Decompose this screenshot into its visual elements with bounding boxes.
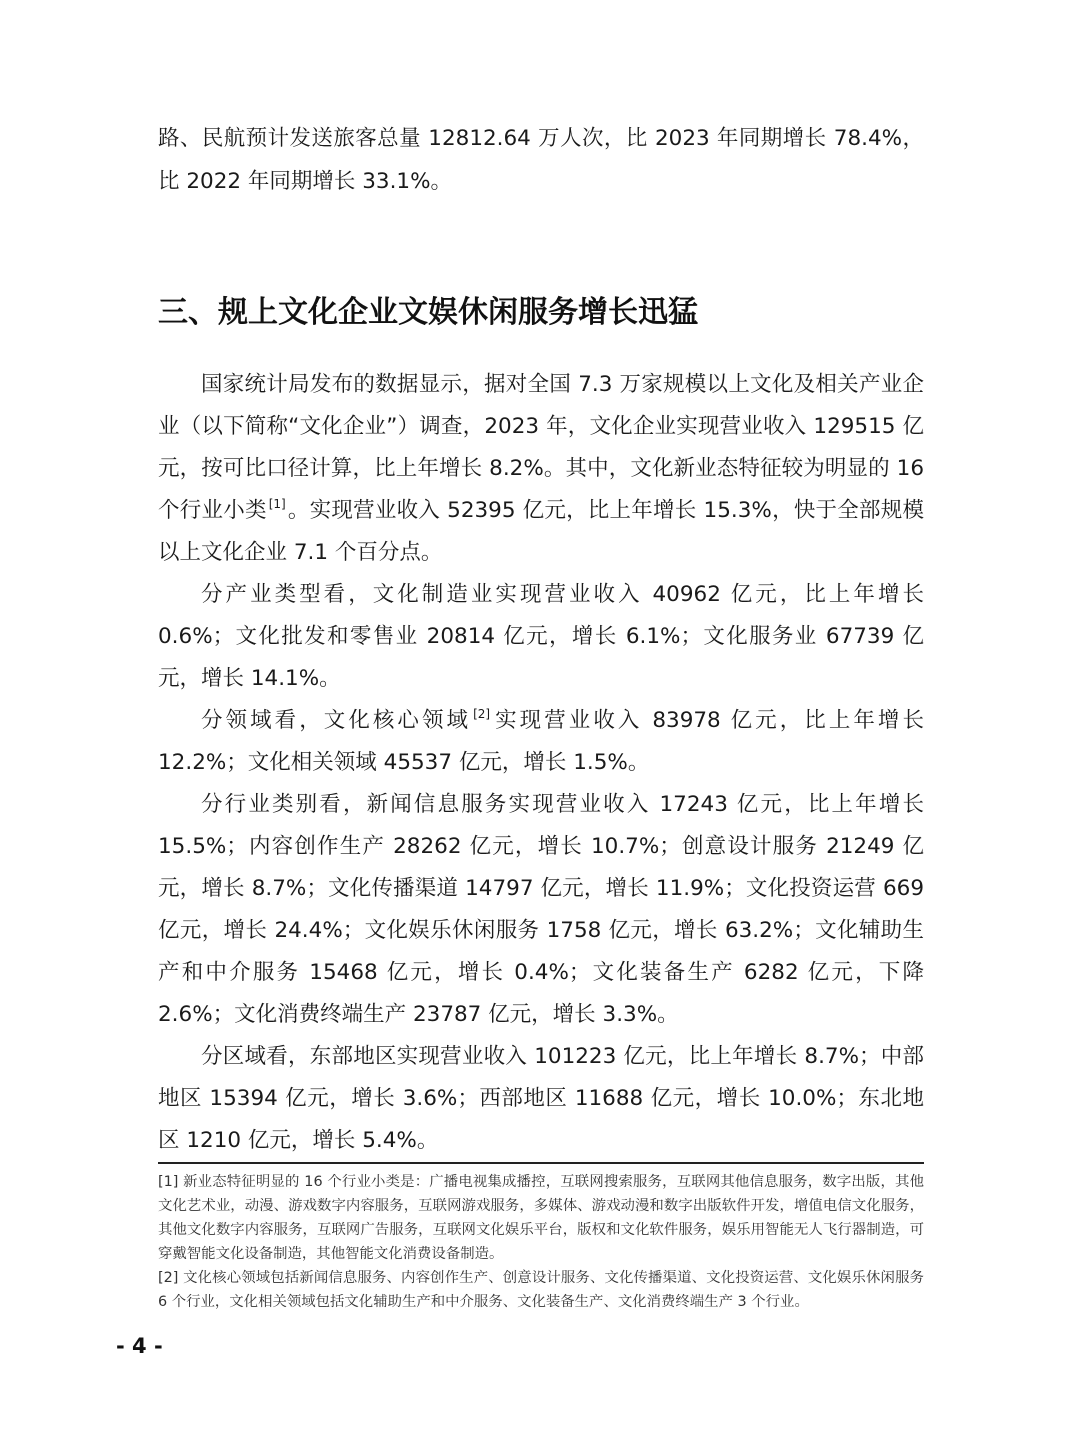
paragraph-industry-category: 分行业类别看，新闻信息服务实现营业收入 17243 亿元，比上年增长 15.5%；内容创作生产 28262 亿元，增长 10.7%；创意设计服务 21249 亿元，增长 8.7%；文化传播渠道 14797 亿元，增长 11.9%；文化投资运营 669 亿元，增长 24.4%；文化娱乐休闲服务 1758 亿元，增长 63.2%；文化辅助生产和中介服务 15468 亿元，增长 0.4%；文化装备生产 6282 亿元，下降 2.6%；文化消费终端生产 23787 亿元，增长 3.3%。 [158,792,924,1027]
paragraph-domain-text-a: 分领域看，文化核心领域 [201,708,472,733]
footnote-2: [2] 文化核心领域包括新闻信息服务、内容创作生产、创意设计服务、文化传播渠道、文化投资运营、文化娱乐休闲服务 6 个行业，文化相关领域包括文化辅助生产和中介服务、文化装备生产、文化消费终端生产 3 个行业。 [158,1270,924,1310]
page-number: - 4 - [116,1334,163,1358]
section-body [158,364,924,1162]
section-heading: 三、规上文化企业文娱休闲服务增长迅猛 [158,295,698,330]
paragraph-overview-text-b: 。实现营业收入 52395 亿元，比上年增长 15.3%，快于全部规模以上文化企业 7.1 个百分点。 [158,498,924,565]
paragraph-domain [158,700,924,784]
footnote-ref-1[interactable]: [1] [268,497,286,511]
paragraph-region: 分区域看，东部地区实现营业收入 101223 亿元，比上年增长 8.7%；中部地区 15394 亿元，增长 3.6%；西部地区 11688 亿元，增长 10.0%；东北地区 1210 亿元，增长 5.4%。 [158,1044,924,1153]
paragraph-overview [158,364,924,574]
footnotes [158,1170,924,1314]
continued-paragraph: 路、民航预计发送旅客总量 12812.64 万人次，比 2023 年同期增长 78.4%，比 2022 年同期增长 33.1%。 [158,126,924,194]
footnote-ref-2[interactable]: [2] [473,707,491,721]
footnote-divider [158,1162,924,1164]
paragraph-domain-text-b: 实现营业收入 83978 亿元，比上年增长 12.2%；文化相关领域 45537 亿元，增长 1.5%。 [158,708,924,775]
paragraph-industry-type: 分产业类型看，文化制造业实现营业收入 40962 亿元，比上年增长 0.6%；文化批发和零售业 20814 亿元，增长 6.1%；文化服务业 67739 亿元，增长 14.1%。 [158,582,924,691]
paragraph-overview-text-a: 国家统计局发布的数据显示，据对全国 7.3 万家规模以上文化及相关产业企业（以下简称“文化企业”）调查，2023 年，文化企业实现营业收入 129515 亿元，按可比口径计算，比上年增长 8.2%。其中，文化新业态特征较为明显的 16 个行业小类 [158,372,924,523]
footnote-1: [1] 新业态特征明显的 16 个行业小类是：广播电视集成播控，互联网搜索服务，互联网其他信息服务，数字出版，其他文化艺术业，动漫、游戏数字内容服务，互联网游戏服务，多媒体、游戏动漫和数字出版软件开发，增值电信文化服务，其他文化数字内容服务，互联网广告服务，互联网文化娱乐平台，版权和文化软件服务，娱乐用智能无人飞行器制造，可穿戴智能文化设备制造，其他智能文化消费设备制造。 [158,1174,924,1262]
